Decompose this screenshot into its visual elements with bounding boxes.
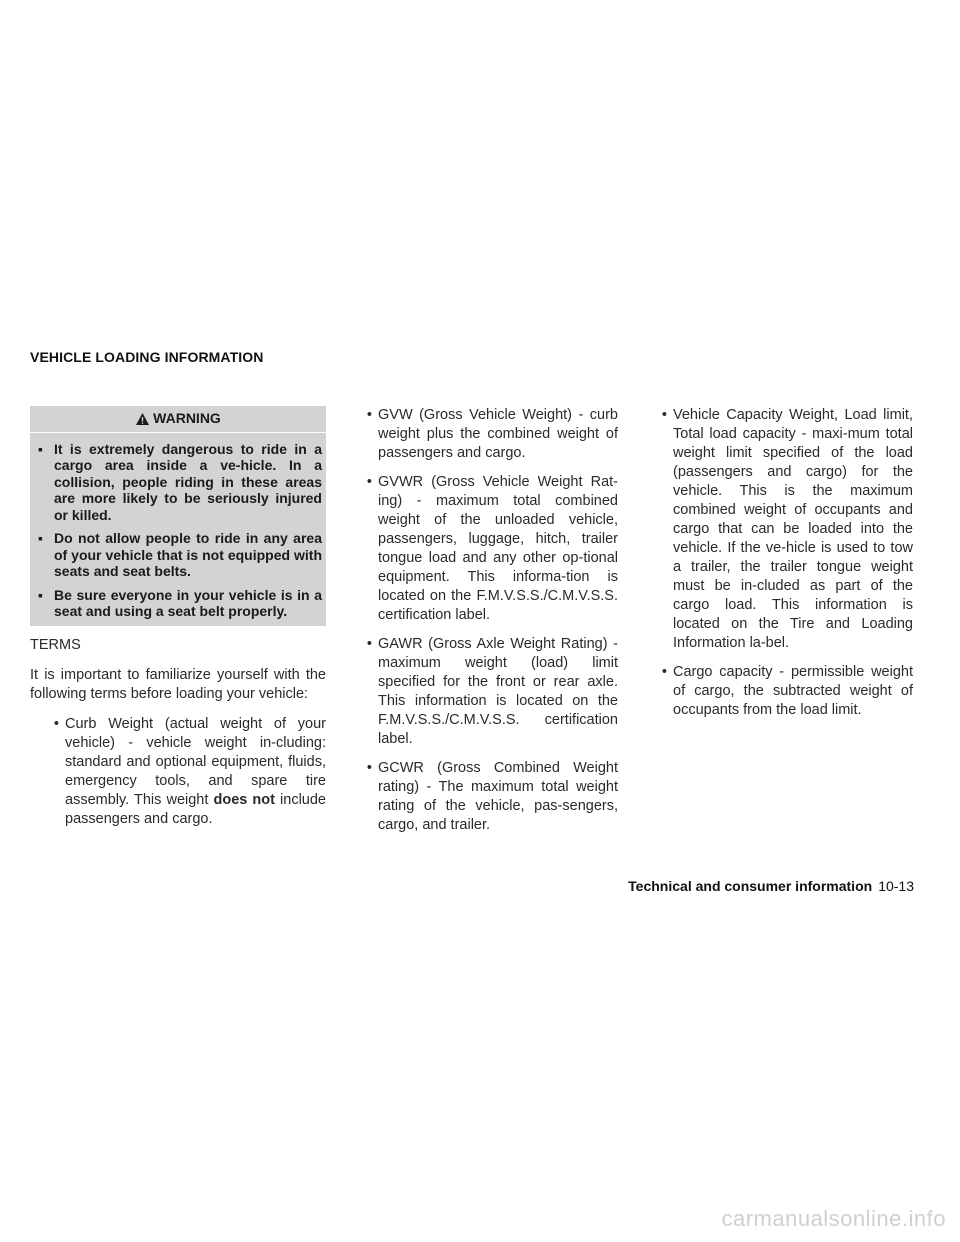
warning-label: WARNING <box>153 410 221 426</box>
list-item: • Curb Weight (actual weight of your vehicle) - vehicle weight in-cluding: standard and optional equipment, fluids, emergency tools, and spare tire assembly. This weight does not include passengers and cargo. <box>30 715 326 829</box>
list-item: • Cargo capacity - permissible weight of cargo, the subtracted weight of occupants from the load limit. <box>651 663 913 720</box>
column-2 <box>356 406 618 845</box>
chapter-title: Technical and consumer information <box>628 878 873 894</box>
bullet-square-icon: ▪ <box>38 530 43 546</box>
bullet-dot-icon: • <box>366 760 372 776</box>
warning-triangle-icon <box>135 412 150 426</box>
terms-heading: TERMS <box>30 636 81 653</box>
bullet-square-icon: ▪ <box>38 440 43 457</box>
column-3 <box>651 406 913 730</box>
bullet-dot-icon: • <box>366 474 372 490</box>
bullet-dot-icon: • <box>661 664 667 680</box>
bullet-square-icon: ▪ <box>38 586 43 603</box>
intro-paragraph: It is important to familiarize yourself with the following terms before loading your vehicle: <box>30 666 326 702</box>
column-1 <box>30 406 326 839</box>
bullet-dot-icon: • <box>366 407 372 423</box>
bullet-dot-icon: • <box>661 407 667 423</box>
warning-item: ▪ It is extremely dangerous to ride in a cargo area inside a ve-hicle. In a collision, people riding in these areas are more likely to be seriously injured or killed. <box>38 440 322 523</box>
list-item: • GVWR (Gross Vehicle Weight Rat-ing) - maximum total combined weight of the unloaded vehicle, passengers, luggage, hitch, trailer tongue load and any other op-tional equipment. This informa-tion is located on the F.M.V.S.S./C.M.V.S.S. certification label. <box>356 473 618 625</box>
bullet-dot-icon: • <box>53 715 59 732</box>
watermark: carmanualsonline.info <box>721 1206 946 1231</box>
section-title: VEHICLE LOADING INFORMATION <box>30 349 264 365</box>
warning-box <box>30 406 326 626</box>
warning-item: ▪ Do not allow people to ride in any area of your vehicle that is not equipped with seats and seat belts. <box>38 530 322 579</box>
list-item: • GCWR (Gross Combined Weight rating) - The maximum total weight rating of the vehicle, pas-sengers, cargo, and trailer. <box>356 759 618 835</box>
page-footer <box>628 878 914 894</box>
list-item: • GAWR (Gross Axle Weight Rating) - maximum weight (load) limit specified for the front or rear axle. This information is located on the F.M.V.S.S./C.M.V.S.S. certification label. <box>356 635 618 749</box>
bullet-dot-icon: • <box>366 636 372 652</box>
warning-item: ▪ Be sure everyone in your vehicle is in a seat and using a seat belt properly. <box>38 586 322 619</box>
page-number: 10-13 <box>878 878 914 894</box>
list-item: • Vehicle Capacity Weight, Load limit, Total load capacity - maxi-mum total weight limit specified of the load (passengers and cargo) for the vehicle. This is the maximum combined weight of occupants and cargo that can be loaded into the vehicle. If the ve-hicle is used to tow a trailer, the trailer tongue weight must be in-cluded as part of the cargo load. This information is located on the Tire and Loading Information la-bel. <box>651 406 913 653</box>
warning-header <box>30 406 326 433</box>
list-item: • GVW (Gross Vehicle Weight) - curb weight plus the combined weight of passengers and cargo. <box>356 406 618 463</box>
